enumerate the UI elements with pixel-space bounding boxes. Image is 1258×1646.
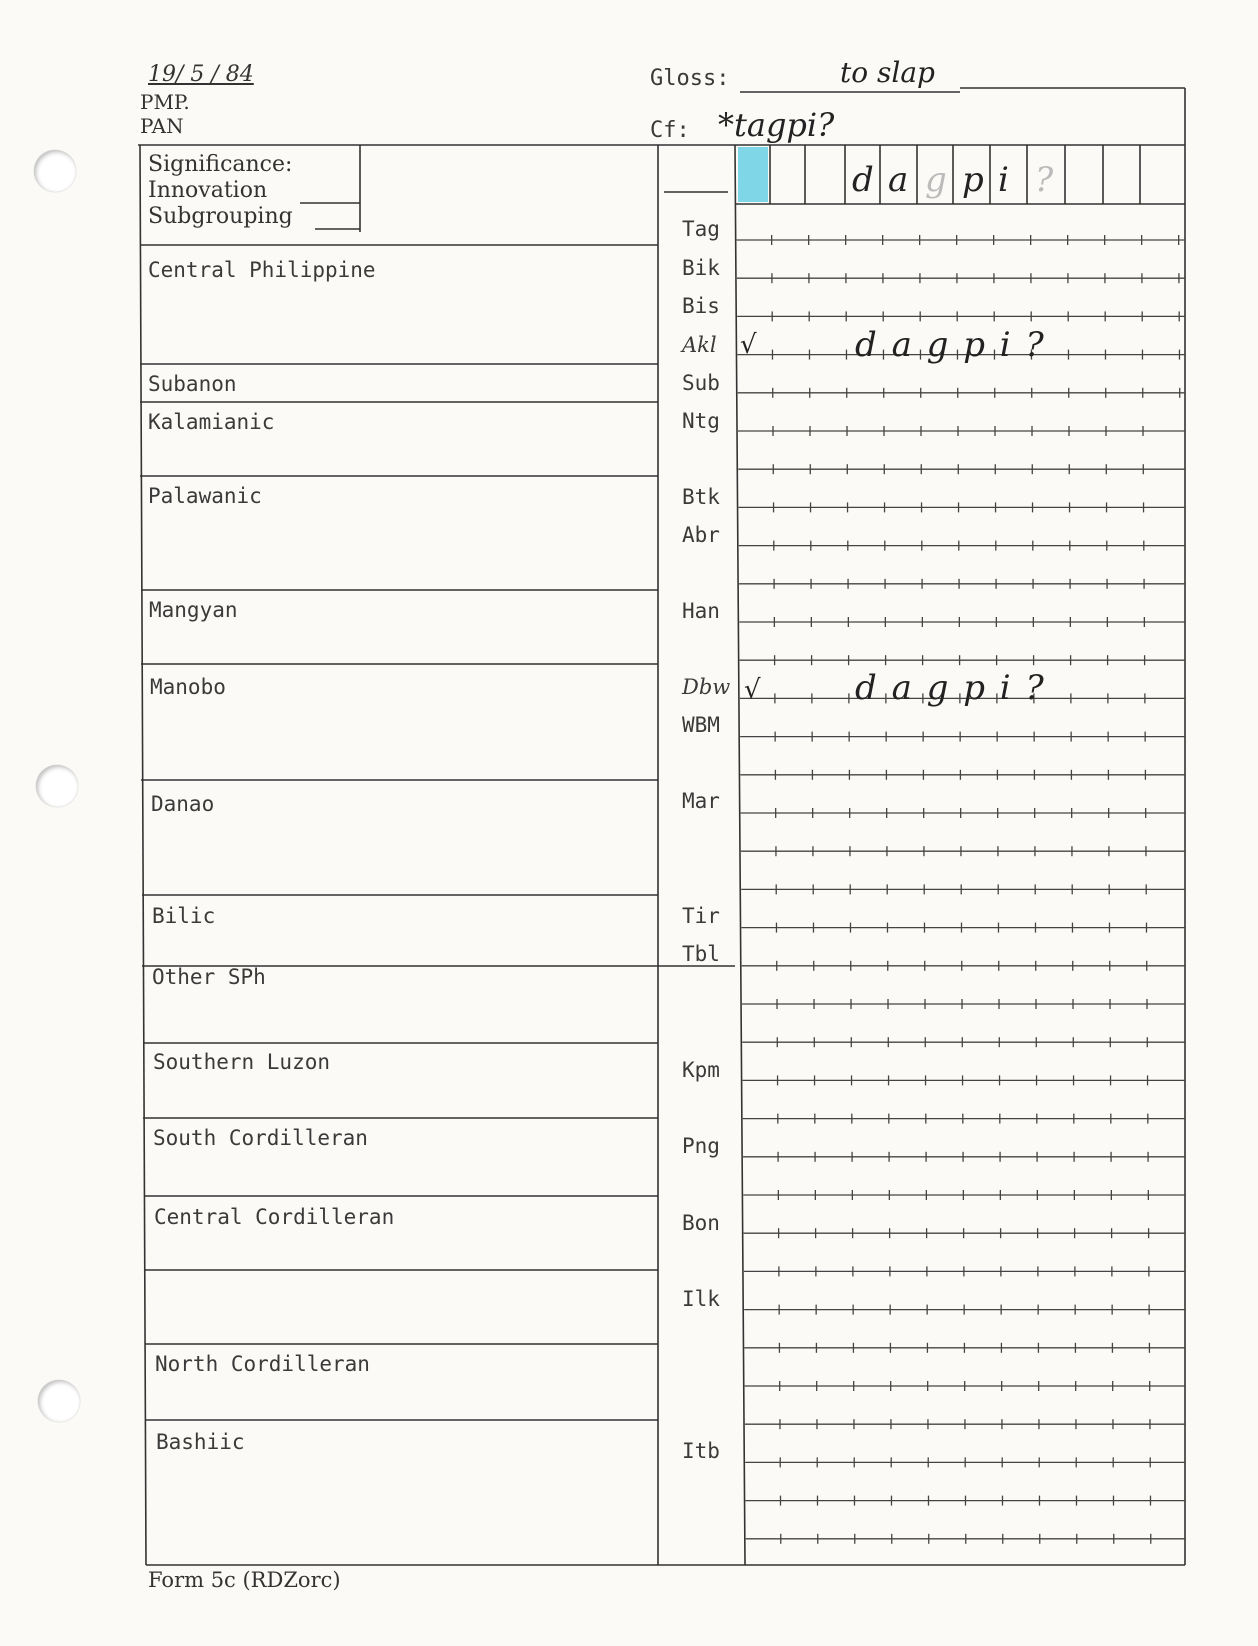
gloss-label: Gloss: — [650, 66, 730, 91]
language-code: Ntg — [682, 409, 720, 433]
language-code: Bis — [682, 294, 720, 318]
group-label: Manobo — [150, 675, 226, 699]
language-code: Tbl — [682, 942, 720, 966]
gloss-value: to slap — [840, 56, 935, 89]
akl-check: √ — [740, 330, 757, 360]
reconstruction-letter: d — [852, 160, 874, 200]
language-code: Han — [682, 599, 720, 623]
language-code: Tir — [682, 904, 720, 928]
language-code: Akl — [682, 333, 717, 357]
group-label: Central Philippine — [148, 258, 376, 282]
innovation-label: Innovation — [148, 178, 268, 203]
significance-title: Significance: — [148, 152, 293, 177]
pmp-label: PMP. — [140, 90, 190, 114]
language-code: Mar — [682, 789, 720, 813]
language-code: Bon — [682, 1211, 720, 1235]
group-label: Other SPh — [152, 965, 266, 989]
group-label: Danao — [151, 792, 215, 816]
date: 19/ 5 / 84 — [148, 62, 254, 87]
group-label: Palawanic — [148, 484, 262, 508]
subgrouping-label: Subgrouping — [148, 204, 293, 229]
reconstruction-letter: ? — [1035, 160, 1054, 200]
reconstruction-letter: p — [962, 160, 984, 200]
akl-form: d a g p i ? — [855, 325, 1046, 365]
language-code: Dbw — [682, 675, 731, 699]
group-label: North Cordilleran — [155, 1352, 370, 1376]
group-label: Southern Luzon — [153, 1050, 331, 1074]
cf-value: *tagpi? — [718, 106, 835, 144]
language-code: Btk — [682, 485, 720, 509]
language-code: Abr — [682, 523, 720, 547]
group-label: Bashiic — [156, 1430, 245, 1454]
reconstruction-letter: g — [925, 160, 947, 200]
form-footer: Form 5c (RDZorc) — [148, 1568, 341, 1592]
language-code: Tag — [682, 217, 720, 241]
cf-label: Cf: — [650, 118, 690, 143]
language-code: Sub — [682, 371, 720, 395]
dbw-form: d a g p i ? — [855, 668, 1046, 708]
language-code: Ilk — [682, 1287, 720, 1311]
group-label: Kalamianic — [148, 410, 275, 434]
language-code: WBM — [682, 713, 720, 737]
language-code: Kpm — [682, 1058, 720, 1082]
dbw-check: √ — [744, 675, 761, 705]
group-label: South Cordilleran — [153, 1126, 368, 1150]
group-label: Mangyan — [149, 598, 238, 622]
language-code: Bik — [682, 256, 720, 280]
reconstruction-letter: i — [998, 160, 1009, 200]
group-label: Central Cordilleran — [154, 1205, 395, 1229]
language-code: Itb — [682, 1439, 720, 1463]
group-label: Bilic — [152, 904, 216, 928]
reconstruction-letter: a — [888, 160, 909, 200]
language-code: Png — [682, 1134, 720, 1158]
group-label: Subanon — [148, 372, 237, 396]
pan-label: PAN — [140, 114, 184, 138]
